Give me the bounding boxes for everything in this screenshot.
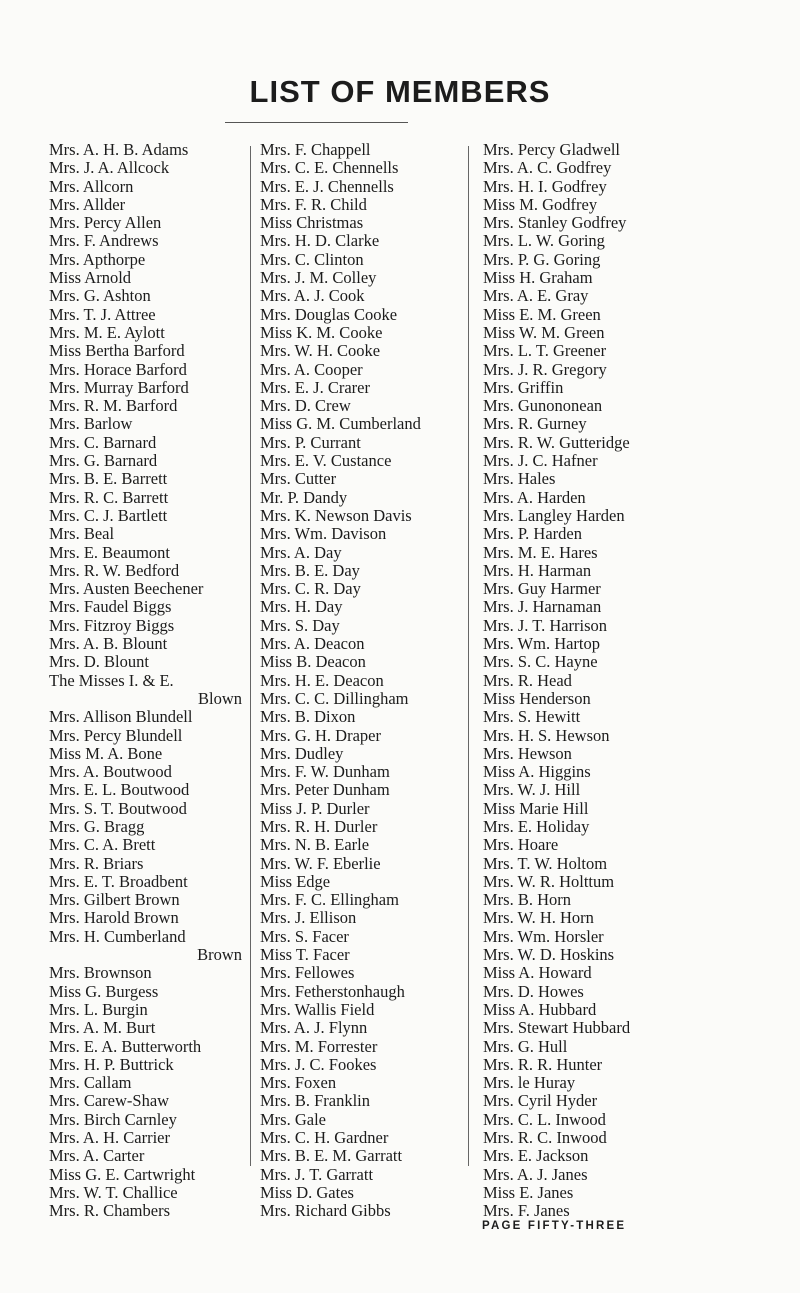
member-entry: Mrs. J. C. Hafner [483, 451, 598, 471]
member-entry: Mrs. Guy Harmer [483, 579, 601, 599]
member-entry: Mrs. M. E. Hares [483, 542, 598, 562]
member-entry: Mrs. G. Bragg [49, 816, 145, 836]
member-entry: Mrs. Percy Allen [49, 213, 162, 233]
member-entry: Mrs. A. Cooper [260, 359, 363, 379]
member-entry: Mrs. E. T. Broadbent [49, 871, 188, 891]
member-entry: Mrs. A. Harden [483, 487, 586, 507]
member-entry: Mrs. A. J. Janes [483, 1164, 588, 1184]
member-entry: Mrs. Beal [49, 524, 115, 544]
member-entry: Mrs. G. Barnard [49, 451, 158, 471]
members-column-3 [483, 141, 773, 1221]
member-entry: Mrs. J. R. Gregory [483, 359, 607, 379]
member-entry: Mrs. H. Day [260, 597, 343, 617]
column-divider [468, 146, 469, 1166]
member-entry: Mrs. Horace Barford [49, 359, 187, 379]
member-entry: Mrs. A. C. Godfrey [483, 158, 612, 178]
member-entry: Miss W. M. Green [483, 322, 605, 342]
member-entry: Mrs. B. E. Day [260, 560, 360, 580]
column-divider [250, 146, 251, 1166]
member-entry: Mrs. Fitzroy Biggs [49, 615, 175, 635]
member-entry: Mrs. J. Harnaman [483, 597, 602, 617]
member-entry: Mrs. E. A. Butterworth [49, 1036, 202, 1056]
member-entry: Mrs. Murray Barford [49, 377, 189, 397]
member-entry: Mrs. A. Boutwood [49, 762, 172, 782]
member-entry: Miss T. Facer [260, 945, 350, 965]
member-entry: Mrs. Cutter [260, 469, 337, 489]
member-entry: Mrs. J. T. Garratt [260, 1164, 374, 1184]
member-entry: Mrs. M. E. Aylott [49, 322, 165, 342]
member-entry: Mrs. J. M. Colley [260, 268, 377, 288]
member-entry: Mrs. H. Cumberland [49, 926, 186, 946]
member-entry: Mrs. F. C. Ellingham [260, 890, 399, 910]
member-entry: Mrs. P. Currant [260, 432, 361, 452]
member-entry: Mrs. A. B. Blount [49, 634, 168, 654]
member-entry: Mrs. F. Janes [483, 1201, 570, 1221]
member-entry: Mrs. B. E. Barrett [49, 469, 168, 489]
members-column-1 [49, 141, 242, 1221]
member-entry: Mrs. Dudley [260, 743, 344, 763]
member-entry: Mrs. R. W. Bedford [49, 560, 180, 580]
member-entry: Mrs. R. C. Inwood [483, 1128, 607, 1148]
member-entry: Mrs. E. V. Custance [260, 451, 392, 471]
member-entry: Miss Christmas [260, 213, 364, 233]
member-entry: Mrs. M. Forrester [260, 1036, 378, 1056]
member-entry: The Misses I. & E. [49, 670, 174, 690]
member-entry: Miss J. P. Durler [260, 798, 370, 818]
member-entry: Mrs. J. A. Allcock [49, 158, 170, 178]
member-entry: Mrs. H. Harman [483, 560, 592, 580]
member-entry: Mrs. C. A. Brett [49, 835, 156, 855]
member-entry: Mrs. A. H. B. Adams [49, 140, 189, 159]
member-entry: Mrs. Stanley Godfrey [483, 213, 627, 233]
member-entry: Mrs. N. B. Earle [260, 835, 370, 855]
member-entry: Mrs. S. C. Hayne [483, 652, 598, 672]
member-entry: Miss Henderson [483, 688, 591, 708]
member-entry: Mrs. R. W. Gutteridge [483, 432, 630, 452]
member-entry: Miss Edge [260, 871, 331, 891]
member-entry: Mrs. D. Howes [483, 981, 584, 1001]
member-entry: Mr. P. Dandy [260, 487, 348, 507]
member-entry: Miss G. M. Cumberland [260, 414, 421, 434]
member-entry: Mrs. Wm. Davison [260, 524, 387, 544]
member-entry: Miss G. Burgess [49, 981, 159, 1001]
member-entry: Mrs. Hales [483, 469, 556, 489]
member-entry: Mrs. C. H. Gardner [260, 1128, 389, 1148]
member-entry: Mrs. C. J. Bartlett [49, 505, 168, 525]
member-entry: Mrs. T. J. Attree [49, 304, 156, 324]
member-entry: Mrs. G. Ashton [49, 286, 151, 306]
member-entry: Mrs. C. L. Inwood [483, 1109, 606, 1129]
members-column-2 [260, 141, 458, 1221]
member-entry: Miss B. Deacon [260, 652, 366, 672]
member-entry: Mrs. A. J. Flynn [260, 1018, 368, 1038]
member-entry: Mrs. S. Hewitt [483, 707, 581, 727]
member-entry: Mrs. Brownson [49, 963, 152, 983]
member-entry: Mrs. E. Holiday [483, 816, 590, 836]
member-entry: Mrs. Allder [49, 194, 126, 214]
member-entry: Mrs. E. Beaumont [49, 542, 170, 562]
member-entry: Miss E. M. Green [483, 304, 601, 324]
member-entry: Mrs. B. Dixon [260, 707, 356, 727]
member-entry: Miss K. M. Cooke [260, 322, 383, 342]
member-entry: Mrs. Cyril Hyder [483, 1091, 598, 1111]
member-entry: Mrs. Langley Harden [483, 505, 625, 525]
member-entry: Mrs. H. E. Deacon [260, 670, 384, 690]
member-entry: Miss H. Graham [483, 268, 593, 288]
member-entry: Mrs. Wm. Hartop [483, 634, 601, 654]
member-entry: Mrs. R. Chambers [49, 1201, 170, 1221]
member-entry: Mrs. L. Burgin [49, 999, 148, 1019]
member-entry: Miss M. A. Bone [49, 743, 163, 763]
member-entry: Miss D. Gates [260, 1182, 354, 1202]
member-entry: Miss M. Godfrey [483, 194, 598, 214]
member-entry: Mrs. Foxen [260, 1073, 337, 1093]
member-entry: Mrs. A. H. Carrier [49, 1128, 170, 1148]
member-entry: Mrs. B. Horn [483, 890, 572, 910]
member-entry: Mrs. H. P. Buttrick [49, 1054, 174, 1074]
member-entry: Mrs. W. H. Cooke [260, 341, 381, 361]
member-entry: Mrs. W. H. Horn [483, 908, 594, 928]
member-entry: Mrs. Gale [260, 1109, 326, 1129]
member-entry: Mrs. Gunononean [483, 396, 603, 416]
member-entry: Mrs. Douglas Cooke [260, 304, 398, 324]
member-entry: Mrs. W. F. Eberlie [260, 853, 381, 873]
member-entry: Mrs. A. M. Burt [49, 1018, 156, 1038]
member-entry: Mrs. G. Hull [483, 1036, 568, 1056]
member-entry: Mrs. C. Barnard [49, 432, 157, 452]
member-entry: Mrs. C. Clinton [260, 249, 364, 269]
member-entry: Mrs. H. S. Hewson [483, 725, 610, 745]
member-entry: Mrs. S. Day [260, 615, 340, 635]
member-entry: Mrs. W. T. Challice [49, 1182, 178, 1202]
member-entry: Mrs. Harold Brown [49, 908, 179, 928]
member-entry: Mrs. Callam [49, 1073, 132, 1093]
member-entry: Mrs. Fetherstonhaugh [260, 981, 405, 1001]
member-entry: Mrs. A. E. Gray [483, 286, 589, 306]
member-entry: Miss Marie Hill [483, 798, 589, 818]
member-entry: Blown [197, 688, 242, 708]
member-entry: Mrs. S. Facer [260, 926, 349, 946]
member-entry: Mrs. Barlow [49, 414, 133, 434]
member-entry: Mrs. A. J. Cook [260, 286, 365, 306]
member-entry: Mrs. Stewart Hubbard [483, 1018, 631, 1038]
title-underline [225, 122, 408, 123]
member-entry: Mrs. Wm. Horsler [483, 926, 604, 946]
member-entry: Mrs. D. Blount [49, 652, 149, 672]
member-entry: Mrs. Austen Beechener [49, 579, 204, 599]
member-entry: Mrs. Hewson [483, 743, 572, 763]
member-entry: Mrs. W. D. Hoskins [483, 945, 615, 965]
member-entry: Mrs. P. Harden [483, 524, 582, 544]
member-entry: Mrs. E. J. Crarer [260, 377, 370, 397]
member-entry: Mrs. K. Newson Davis [260, 505, 412, 525]
member-entry: Mrs. W. R. Holttum [483, 871, 615, 891]
member-entry: Mrs. L. T. Greener [483, 341, 607, 361]
member-entry: Mrs. T. W. Holtom [483, 853, 608, 873]
member-entry: Mrs. Allison Blundell [49, 707, 193, 727]
member-entry: Mrs. R. M. Barford [49, 396, 178, 416]
member-entry: Mrs. A. Deacon [260, 634, 365, 654]
member-entry: Mrs. Hoare [483, 835, 559, 855]
member-entry: Mrs. Birch Carnley [49, 1109, 177, 1129]
member-entry: Mrs. R. C. Barrett [49, 487, 169, 507]
member-entry: Mrs. E. L. Boutwood [49, 780, 190, 800]
member-entry: Mrs. P. G. Goring [483, 249, 601, 269]
member-entry: Mrs. D. Crew [260, 396, 351, 416]
member-entry: Mrs. H. I. Godfrey [483, 176, 607, 196]
member-entry: Mrs. H. D. Clarke [260, 231, 380, 251]
member-entry: Mrs. R. Gurney [483, 414, 587, 434]
member-entry: Mrs. Fellowes [260, 963, 355, 983]
member-entry: Mrs. Allcorn [49, 176, 134, 196]
page-title: LIST OF MEMBERS [249, 74, 551, 109]
member-entry: Mrs. C. E. Chennells [260, 158, 399, 178]
member-entry: Mrs. Percy Gladwell [483, 140, 621, 159]
member-entry: Miss A. Higgins [483, 762, 591, 782]
member-entry: Mrs. A. Day [260, 542, 342, 562]
member-entry: Mrs. F. W. Dunham [260, 762, 390, 782]
member-entry: Miss Bertha Barford [49, 341, 185, 361]
member-entry: Mrs. Richard Gibbs [260, 1201, 391, 1221]
member-entry: Mrs. E. J. Chennells [260, 176, 394, 196]
member-entry: Mrs. F. R. Child [260, 194, 367, 214]
member-entry: Mrs. L. W. Goring [483, 231, 605, 251]
member-entry: Mrs. Apthorpe [49, 249, 146, 269]
member-entry: Miss Arnold [49, 268, 132, 288]
member-entry: Mrs. C. C. Dillingham [260, 688, 409, 708]
member-entry: Mrs. R. H. Durler [260, 816, 378, 836]
member-entry: Miss A. Hubbard [483, 999, 597, 1019]
member-entry: Miss A. Howard [483, 963, 592, 983]
member-entry: Miss G. E. Cartwright [49, 1164, 196, 1184]
member-entry: Mrs. E. Jackson [483, 1146, 589, 1166]
member-entry: Mrs. G. H. Draper [260, 725, 381, 745]
member-entry: Mrs. Wallis Field [260, 999, 375, 1019]
member-entry: Mrs. F. Andrews [49, 231, 159, 251]
member-entry: Mrs. B. Franklin [260, 1091, 371, 1111]
member-entry: Mrs. Griffin [483, 377, 564, 397]
member-entry: Mrs. le Huray [483, 1073, 576, 1093]
member-entry: Mrs. F. Chappell [260, 140, 371, 159]
member-entry: Mrs. J. T. Harrison [483, 615, 608, 635]
member-entry: Mrs. Gilbert Brown [49, 890, 180, 910]
member-entry: Mrs. A. Carter [49, 1146, 145, 1166]
member-entry: Mrs. J. Ellison [260, 908, 357, 928]
member-entry: Mrs. C. R. Day [260, 579, 361, 599]
member-entry: Mrs. S. T. Boutwood [49, 798, 187, 818]
member-entry: Mrs. J. C. Fookes [260, 1054, 377, 1074]
member-entry: Mrs. R. R. Hunter [483, 1054, 603, 1074]
member-entry: Mrs. Percy Blundell [49, 725, 183, 745]
member-entry: Mrs. R. Briars [49, 853, 144, 873]
page-number-footer: PAGE FIFTY-THREE [482, 1220, 627, 1232]
member-entry: Miss E. Janes [483, 1182, 574, 1202]
member-entry: Mrs. Peter Dunham [260, 780, 390, 800]
member-entry: Mrs. W. J. Hill [483, 780, 581, 800]
member-entry: Mrs. B. E. M. Garratt [260, 1146, 403, 1166]
member-entry: Mrs. Faudel Biggs [49, 597, 172, 617]
member-entry: Brown [197, 945, 242, 965]
member-entry: Mrs. R. Head [483, 670, 572, 690]
member-entry: Mrs. Carew-Shaw [49, 1091, 170, 1111]
